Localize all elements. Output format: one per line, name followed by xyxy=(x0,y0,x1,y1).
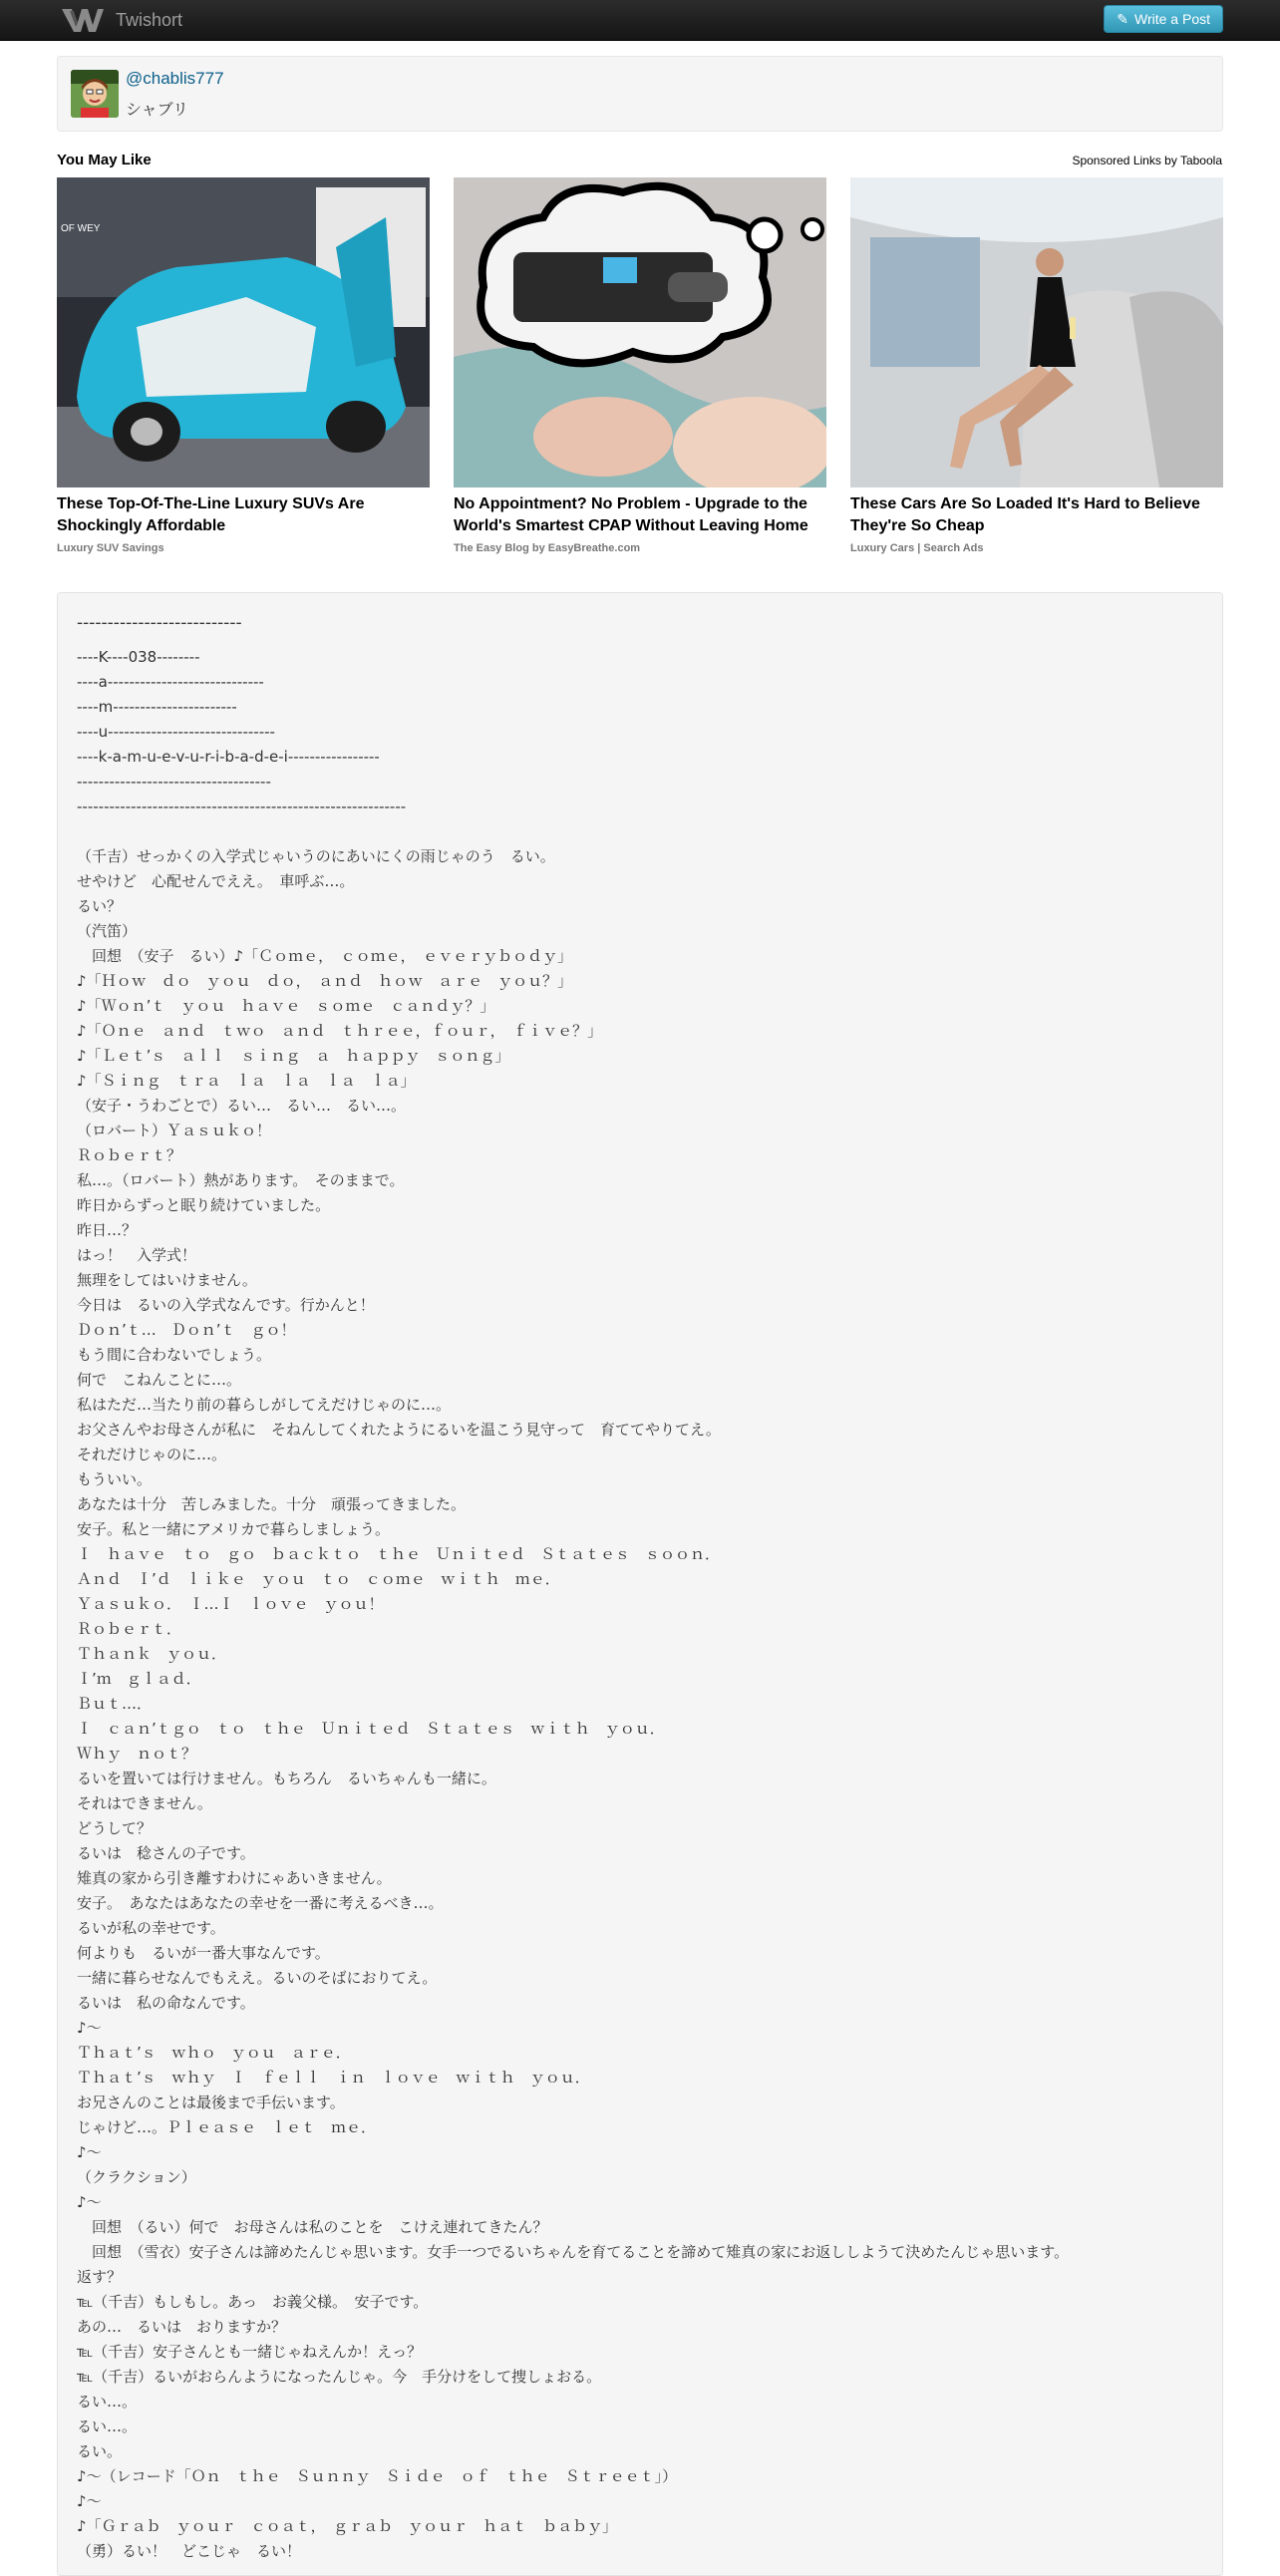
post-line: ------------------------------------ xyxy=(77,773,271,791)
post-line: お兄さんのことは最後まで手伝います。 xyxy=(77,2093,345,2111)
recommendation-card[interactable] xyxy=(454,177,826,554)
post-line: ♪「Ｌｅｔ’ｓ ａｌｌ ｓｉｎｇ ａ ｈａｐｐｙ ｓｏｎｇ」 xyxy=(77,1047,510,1065)
post-line: Ｗｈｙ ｎｏｔ？ xyxy=(77,1745,197,1763)
post-line: ♪「Ｏｎｅ ａｎｄ ｔｗｏ ａｎｄ ｔｈｒｅｅ，ｆｏｕｒ， ｆｉｖｅ？」 xyxy=(77,1022,603,1040)
brand-link[interactable] xyxy=(60,0,182,40)
post-line: Ａｎｄ Ｉ’ｄ ｌｉｋｅ ｙｏｕ ｔｏ ｃｏｍｅ ｗｉｔｈ ｍｅ． xyxy=(77,1570,560,1588)
author-display-name: シャブリ xyxy=(126,100,189,119)
recommendations-title: You May Like xyxy=(57,152,152,168)
write-post-button[interactable] xyxy=(1104,5,1223,33)
post-line: Ｄｏｎ’ｔ… Ｄｏｎ’ｔ ｇｏ！ xyxy=(77,1321,296,1339)
post-line: それだけじゃのに…。 xyxy=(77,1446,227,1463)
post-line: Ｙａｓｕｋｏ． Ｉ…Ｉ ｌｏｖｅ ｙｏｕ！ xyxy=(77,1595,384,1613)
recommendation-title[interactable]: These Top-Of-The-Line Luxury SUVs Are Shockingly Affordable xyxy=(57,495,365,534)
recommendation-image[interactable] xyxy=(454,177,826,487)
post-line: 回想 （るい）何で お母さんは私のことを こけえ連れてきたん？ xyxy=(77,2218,548,2236)
recommendation-source: Luxury SUV Savings xyxy=(57,542,164,554)
post-line: ------------------------------------------------------------- xyxy=(77,798,407,815)
write-post-label: Write a Post xyxy=(1134,11,1210,27)
recommendation-source: The Easy Blog by EasyBreathe.com xyxy=(454,542,641,554)
post-line: るいが私の幸せです。 xyxy=(77,1919,225,1937)
post-line: Ｔｈａｔ’ｓ ｗｈｏ ｙｏｕ ａｒｅ． xyxy=(77,2044,351,2062)
post-line: 私…。（ロバート）熱があります。 そのままで。 xyxy=(77,1171,405,1189)
post-line: Ｉ ｈａｖｅ ｔｏ ｇｏ ｂａｃｋｔｏ ｔｈｅ Ｕｎｉｔｅｄ Ｓｔａｔｅｓ ｓｏｏｎ． xyxy=(77,1545,721,1563)
post-line: ♪～ xyxy=(77,2492,102,2510)
author-panel xyxy=(57,56,1223,132)
post-line: 昨日からずっと眠り続けていました。 xyxy=(77,1196,331,1214)
post-line: るい？ xyxy=(77,897,123,915)
avatar[interactable] xyxy=(71,70,119,118)
post-body xyxy=(57,592,1223,2576)
recommendation-card[interactable] xyxy=(850,177,1223,554)
post-line: せやけど 心配せんでええ。 車呼ぶ…。 xyxy=(77,872,355,890)
post-line: じゃけど…。Ｐｌｅａｓｅ ｌｅｔ ｍｅ． xyxy=(77,2118,377,2136)
post-line: ----k-a-m-u-e-v-u-r-i-b-a-d-e-i----------------- xyxy=(77,748,380,766)
post-line: ♪～ xyxy=(77,2143,102,2161)
post-line: ℡（千吉）安子さんとも一緒じゃねえんか！えっ？ xyxy=(77,2343,423,2361)
post-line: （クラクション） xyxy=(77,2168,196,2186)
svg-text:OF WEY: OF WEY xyxy=(61,223,101,234)
post-line: 昨日…？ xyxy=(77,1221,138,1239)
recommendation-source: Luxury Cars | Search Ads xyxy=(850,542,984,554)
post-line: Ｉ’ｍ ｇｌａｄ． xyxy=(77,1670,201,1688)
post-line: Ｔｈａｎｋ ｙｏｕ． xyxy=(77,1645,227,1663)
post-line: （勇）るい！ どこじゃ るい！ xyxy=(77,2542,302,2560)
post-line: るいは 稔さんの子です。 xyxy=(77,1844,255,1862)
post-line: 無理をしてはいけません。 xyxy=(77,1271,257,1289)
post-line: 回想 （安子 るい）♪「Ｃｏｍｅ， ｃｏｍｅ， ｅｖｅｒｙｂｏｄｙ」 xyxy=(77,947,573,965)
post-line: （安子・うわごとで）るい… るい… るい…。 xyxy=(77,1097,407,1115)
top-navbar xyxy=(0,0,1280,41)
post-line: はっ！ 入学式！ xyxy=(77,1246,197,1264)
post-line: 返す？ xyxy=(77,2268,123,2286)
post-line: ℡（千吉）もしもし。あっ お義父様。 安子です。 xyxy=(77,2293,429,2311)
post-line: ♪～（レコード「Ｏｎ ｔｈｅ Ｓｕｎｎｙ Ｓｉｄｅ ｏｆ ｔｈｅ Ｓｔｒｅｅｔ」） xyxy=(77,2467,678,2485)
post-line: あの… るいは おりますか？ xyxy=(77,2318,287,2336)
avatar-image xyxy=(71,70,119,118)
post-line xyxy=(77,819,1203,844)
post-line: ----m----------------------- xyxy=(77,698,237,716)
post-line: ♪「Ｇｒａｂ ｙｏｕｒ ｃｏａｔ， ｇｒａｂ ｙｏｕｒ ｈａｔ ｂａｂｙ」 xyxy=(77,2517,618,2535)
post-line: ♪「Ｈｏｗ ｄｏ ｙｏｕ ｄｏ， ａｎｄ ｈｏｗ ａｒｅ ｙｏｕ？」 xyxy=(77,972,573,990)
post-line: ----a----------------------------- xyxy=(77,673,264,691)
brand-name: Twishort xyxy=(116,9,183,30)
post-line: それはできません。 xyxy=(77,1794,212,1812)
post-line: Ｂｕｔ…． xyxy=(77,1695,153,1713)
post-line: ♪～ xyxy=(77,2193,102,2211)
post-line: もういい。 xyxy=(77,1470,153,1488)
post-line: （千吉）せっかくの入学式じゃいうのにあいにくの雨じゃのう るい。 xyxy=(77,847,555,865)
post-line: ℡（千吉）るいがおらんようになったんじゃ。今 手分けをして捜しょおる。 xyxy=(77,2368,602,2386)
post-line: るい…。 xyxy=(77,2393,138,2411)
post-text xyxy=(77,645,1203,2564)
post-line: るい。 xyxy=(77,2442,123,2460)
post-line: ♪～ xyxy=(77,2019,102,2037)
post-line: 今日は るいの入学式なんです。行かんと！ xyxy=(77,1296,375,1314)
post-line: Ｒｏｂｅｒｔ． xyxy=(77,1620,182,1638)
post-line: ♪「Ｓｉｎｇ ｔｒａ ｌａ ｌａ ｌａ ｌａ」 xyxy=(77,1072,416,1090)
post-line: ----K----038-------- xyxy=(77,648,200,666)
post-line: Ｒｏｂｅｒｔ？ xyxy=(77,1146,182,1164)
twishort-logo-icon xyxy=(60,5,106,35)
post-line: あなたは十分 苦しみました。十分 頑張ってきました。 xyxy=(77,1495,467,1513)
post-line: 雉真の家から引き離すわけにゃあいきません。 xyxy=(77,1869,392,1887)
post-line: （汽笛） xyxy=(77,922,138,940)
post-line: ----u------------------------------- xyxy=(77,723,275,741)
recommendation-title[interactable]: These Cars Are So Loaded It's Hard to Believe They're So Cheap xyxy=(850,495,1200,534)
post-line: Ｉ ｃａｎ’ｔｇｏ ｔｏ ｔｈｅ Ｕｎｉｔｅｄ Ｓｔａｔｅｓ ｗｉｔｈ ｙｏｕ． xyxy=(77,1720,665,1738)
post-line: 安子。 あなたはあなたの幸せを一番に考えるべき…。 xyxy=(77,1894,444,1912)
post-line: 何よりも るいが一番大事なんです。 xyxy=(77,1944,330,1962)
recommendation-image[interactable] xyxy=(850,177,1223,487)
post-line: るいは 私の命なんです。 xyxy=(77,1994,255,2012)
post-line: （ロバート）Ｙａｓｕｋｏ！ xyxy=(77,1122,272,1139)
recommendation-image[interactable] xyxy=(57,177,430,487)
post-line: どうして？ xyxy=(77,1819,153,1837)
post-line: 回想 （雪衣）安子さんは諦めたんじゃ思います。女手一つでるいちゃんを育てることを諦めて雉真の家にお返ししようて決めたんじゃ思います。 xyxy=(77,2243,1070,2261)
post-line: もう間に合わないでしょう。 xyxy=(77,1346,272,1364)
post-line: 一緒に暮らせなんでもええ。るいのそばにおりてえ。 xyxy=(77,1969,438,1987)
post-line: るいを置いては行けません。もちろん るいちゃんも一緒に。 xyxy=(77,1770,496,1787)
recommendation-title[interactable]: No Appointment? No Problem - Upgrade to the World's Smartest CPAP Without Leaving Home xyxy=(454,495,808,534)
post-line: Ｔｈａｔ’ｓ ｗｈｙ Ｉ ｆｅｌｌ ｉｎ ｌｏｖｅ ｗｉｔｈ ｙｏｕ． xyxy=(77,2069,590,2087)
post-line: お父さんやお母さんが私に そねんしてくれたようにるいを温こう見守って 育ててやりてえ。 xyxy=(77,1421,721,1439)
recommendation-card[interactable] xyxy=(57,177,430,554)
edit-icon: ✎ xyxy=(1117,10,1128,27)
post-first-line: --------------------------- xyxy=(77,613,242,633)
author-handle-link[interactable]: @chablis777 xyxy=(126,69,224,88)
post-line: 何で こねんことに…。 xyxy=(77,1371,242,1389)
post-line: 私はただ…当たり前の暮らしがしてえだけじゃのに…。 xyxy=(77,1396,452,1414)
post-line: るい…。 xyxy=(77,2417,138,2435)
post-line: 安子。私と一緒にアメリカで暮らしましょう。 xyxy=(77,1520,390,1538)
sponsored-links-label[interactable]: Sponsored Links by Taboola xyxy=(1072,154,1222,167)
post-line: ♪「Ｗｏｎ’ｔ ｙｏｕ ｈａｖｅ ｓｏｍｅ ｃａｎｄｙ？」 xyxy=(77,997,495,1015)
